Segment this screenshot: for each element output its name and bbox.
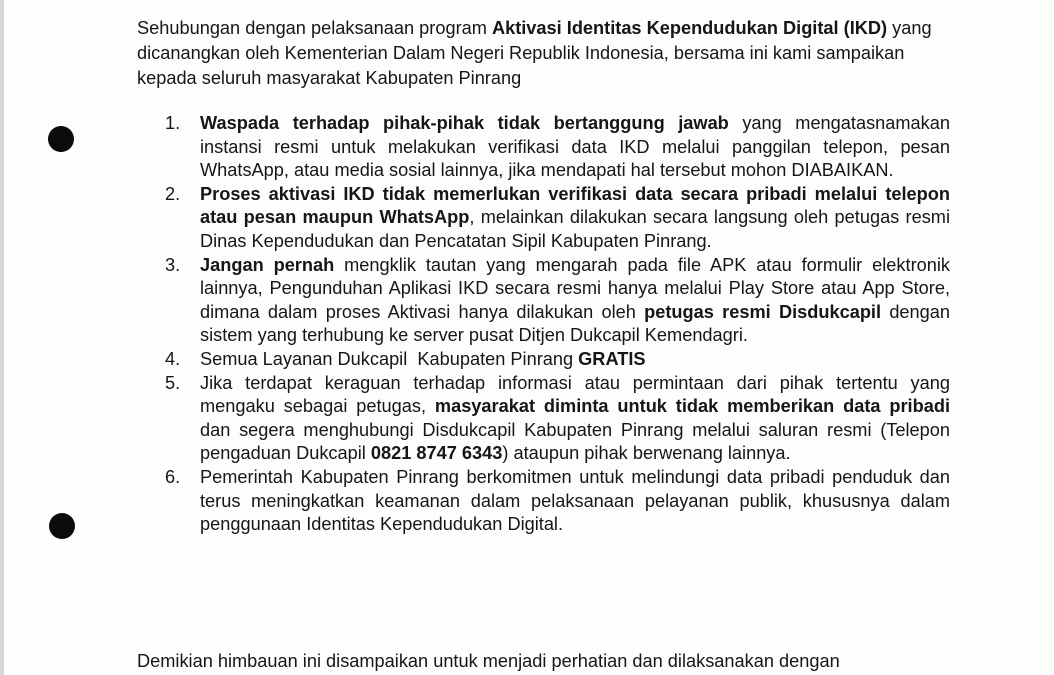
notice-list: [165, 112, 950, 537]
punch-hole: [48, 126, 74, 152]
closing-paragraph: Demikian himbauan ini disampaikan untuk menjadi perhatian dan dilaksanakan dengan: [137, 651, 840, 671]
phone-number: 0821 8747 6343: [370, 443, 503, 464]
item-number: 5.: [165, 372, 181, 393]
list-item: 5. Jika terdapat keraguan terhadap informasi atau permintaan dari pihak tertentu yang mengaku sebagai petugas, masyarakat diminta untuk tidak memberikan data pribadi dan segera menghubungi Disdukcapil Kabupaten Pinrang melalui saluran resmi (Telepon pengaduan Dukcapil 0821 8747 6343) ataupun pihak berwenang lainnya.: [165, 372, 950, 464]
list-item: 2. Proses aktivasi IKD tidak memerlukan verifikasi data secara pribadi melalui telepon atau pesan maupun WhatsApp, melainkan dilakukan secara langsung oleh petugas resmi Dinas Kependudukan dan Pencatatan Sipil Kabupaten Pinrang.: [165, 183, 950, 251]
punch-hole: [49, 513, 75, 539]
item-number: 2.: [165, 183, 181, 204]
item-number: 1.: [165, 113, 181, 133]
item-number: 4.: [165, 348, 181, 369]
item-number: 3.: [165, 254, 181, 275]
item-number: 6.: [165, 466, 181, 487]
list-item: 4. Semua Layanan Dukcapil Kabupaten Pinrang GRATIS: [165, 348, 950, 372]
list-item: 3. Jangan pernah mengklik tautan yang mengarah pada file APK atau formulir elektronik lainnya, Pengunduhan Aplikasi IKD secara resmi hanya melalui Play Store atau App Store, dimana dalam proses Aktivasi hanya dilakukan oleh petugas resmi Disdukcapil dengan sistem yang terhubung ke server pusat Ditjen Dukcapil Kemendagri.: [165, 254, 951, 346]
list-item: 1. Waspada terhadap pihak-pihak tidak bertanggung jawab yang mengatasnamakan instansi resmi untuk melakukan verifikasi data IKD melalui panggilan telepon, pesan WhatsApp, atau media sosial lainnya, jika mendapati hal tersebut mohon DIABAIKAN.: [165, 113, 950, 181]
list-item: 6. Pemerintah Kabupaten Pinrang berkomitmen untuk melindungi data pribadi penduduk dan terus meningkatkan keamanan dalam pelaksanaan pelayanan publik, khususnya dalam penggunaan Identitas Kependudukan Digital.: [165, 466, 950, 535]
intro-paragraph: Sehubungan dengan pelaksanaan program Aktivasi Identitas Kependudukan Digital (IKD) yang dicanangkan oleh Kementerian Dalam Negeri Republik Indonesia, bersama ini kami sampaikan kepada seluruh masyarakat Kabupaten Pinrang: [137, 18, 932, 88]
scan-edge: [0, 0, 4, 675]
